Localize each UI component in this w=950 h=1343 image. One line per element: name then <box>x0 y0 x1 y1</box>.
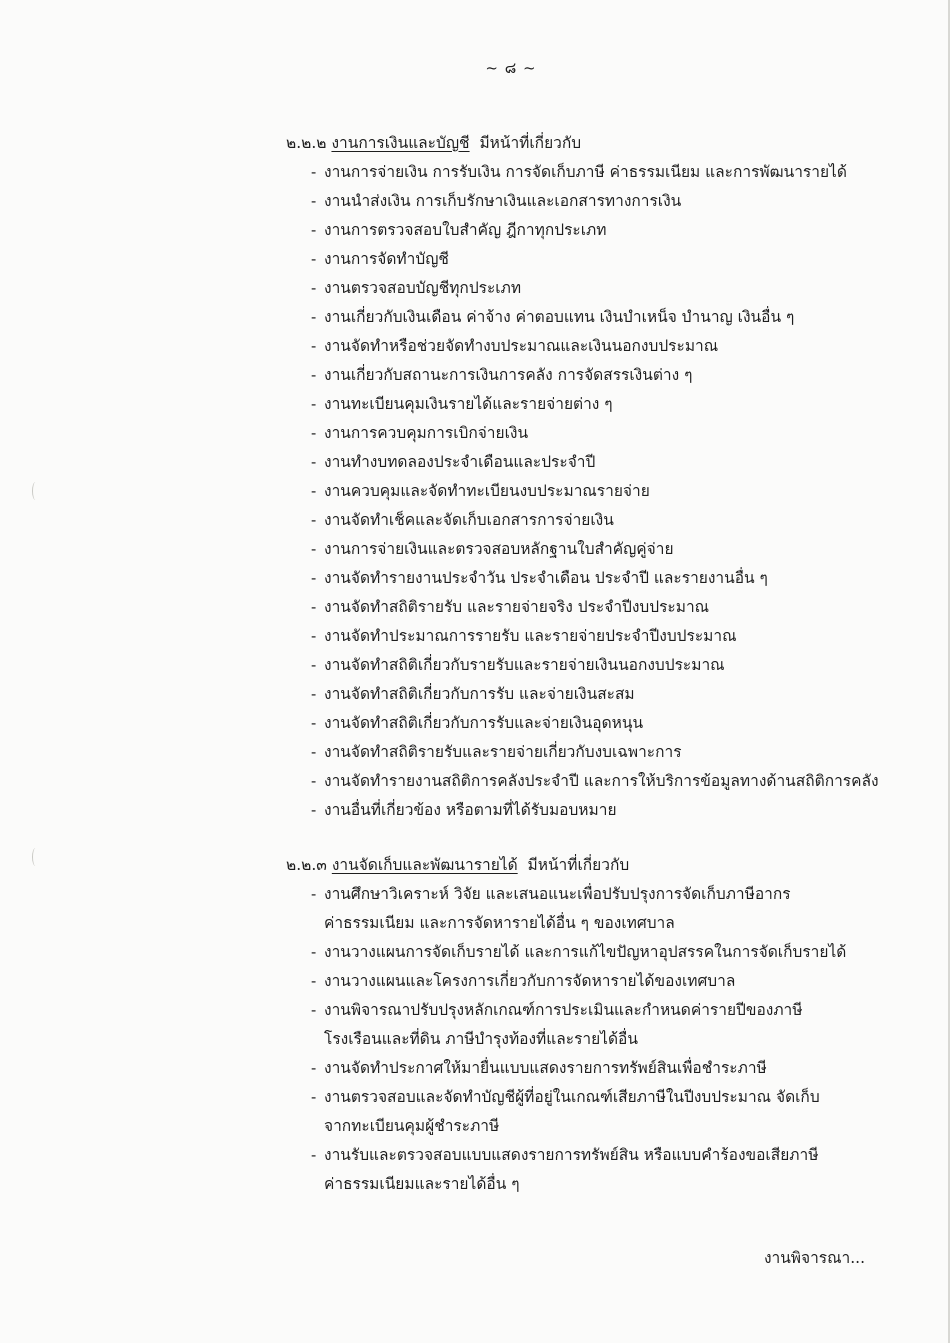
list-item-text: งานศึกษาวิเคราะห์ วิจัย และเสนอแนะเพื่อปรับปรุงการจัดเก็บภาษีอากร <box>324 885 791 903</box>
list-item-text: งานจัดทำประกาศให้มายื่นแบบแสดงรายการทรัพย์สินเพื่อชำระภาษี <box>324 1059 767 1077</box>
list-item-text: งานเกี่ยวกับสถานะการเงินการคลัง การจัดสรรเงินต่าง ๆ <box>324 366 693 384</box>
bullet-dash: - <box>311 598 317 616</box>
list-item <box>311 880 846 938</box>
list-item-text: งานจัดทำสถิติเกี่ยวกับรายรับและรายจ่ายเงินนอกงบประมาณ <box>324 656 725 674</box>
list-item <box>311 709 879 738</box>
duty-list <box>286 158 879 825</box>
bullet-dash: - <box>311 569 317 587</box>
list-item <box>311 361 879 390</box>
section-title: งานจัดเก็บและพัฒนารายได้ <box>331 856 518 874</box>
list-item <box>311 1054 846 1083</box>
list-item <box>311 967 846 996</box>
list-item <box>311 651 879 680</box>
section-number: ๒.๒.๒ <box>286 134 327 152</box>
list-item <box>311 535 879 564</box>
list-item-text: งานตรวจสอบบัญชีทุกประเภท <box>324 279 522 297</box>
bullet-dash: - <box>311 685 317 703</box>
bullet-dash: - <box>311 308 317 326</box>
bullet-dash: - <box>311 1059 317 1077</box>
list-item-text: โรงเรือนและที่ดิน ภาษีบำรุงท้องที่และรายได้อื่น <box>324 1030 638 1048</box>
list-item-text: งานทำงบทดลองประจำเดือนและประจำปี <box>324 453 596 471</box>
section-heading <box>286 851 846 880</box>
bullet-dash: - <box>311 221 317 239</box>
list-item-text: งานการตรวจสอบใบสำคัญ ฎีกาทุกประเภท <box>324 221 607 239</box>
bullet-dash: - <box>311 250 317 268</box>
bullet-dash: - <box>311 540 317 558</box>
list-item-text: งานทะเบียนคุมเงินรายได้และรายจ่ายต่าง ๆ <box>324 395 613 413</box>
list-item-text: งานจัดทำสถิติรายรับ และรายจ่ายจริง ประจำปีงบประมาณ <box>324 598 710 616</box>
bullet-dash: - <box>311 511 317 529</box>
list-item-text: งานจัดทำรายงานประจำวัน ประจำเดือน ประจำปี และรายงานอื่น ๆ <box>324 569 768 587</box>
list-item-text: งานเกี่ยวกับเงินเดือน ค่าจ้าง ค่าตอบแทน เงินบำเหน็จ บำนาญ เงินอื่น ๆ <box>324 308 795 326</box>
list-item-text: งานจัดทำรายงานสถิติการคลังประจำปี และการให้บริการข้อมูลทางด้านสถิติการคลัง <box>324 772 879 790</box>
list-item <box>311 767 879 796</box>
bullet-dash: - <box>311 972 317 990</box>
list-item <box>311 564 879 593</box>
list-item <box>311 506 879 535</box>
list-item-text: งานจัดทำเช็คและจัดเก็บเอกสารการจ่ายเงิน <box>324 511 614 529</box>
list-item <box>311 390 879 419</box>
list-item-text: งานการจ่ายเงินและตรวจสอบหลักฐานใบสำคัญคู่จ่าย <box>324 540 674 558</box>
list-item <box>311 593 879 622</box>
bullet-dash: - <box>311 714 317 732</box>
bullet-dash: - <box>311 1146 317 1164</box>
list-item-text: งานพิจารณาปรับปรุงหลักเกณฑ์การประเมินและกำหนดค่ารายปีของภาษี <box>324 1001 803 1019</box>
continued-text: งานพิจารณา... <box>763 1249 865 1267</box>
bullet-dash: - <box>311 1001 317 1019</box>
section-suffix: มีหน้าที่เกี่ยวกับ <box>527 856 630 874</box>
bullet-dash: - <box>311 772 317 790</box>
bullet-dash: - <box>311 482 317 500</box>
list-item <box>311 158 879 187</box>
list-item-text: งานจัดทำสถิติรายรับและรายจ่ายเกี่ยวกับงบเฉพาะการ <box>324 743 682 761</box>
section-finance-accounting <box>286 129 879 825</box>
list-item <box>311 332 879 361</box>
bullet-dash: - <box>311 656 317 674</box>
scan-mark <box>32 482 39 500</box>
page-number: ~ ๘ ~ <box>485 59 537 77</box>
list-item <box>311 245 879 274</box>
list-item <box>311 796 879 825</box>
list-item-text: ค่าธรรมเนียมและรายได้อื่น ๆ <box>324 1175 520 1193</box>
list-item-text: งานการจัดทำบัญชี <box>324 250 449 268</box>
list-item <box>311 448 879 477</box>
bullet-dash: - <box>311 395 317 413</box>
list-item-text: ค่าธรรมเนียม และการจัดหารายได้อื่น ๆ ของเทศบาล <box>324 914 675 932</box>
list-item-text: งานการจ่ายเงิน การรับเงิน การจัดเก็บภาษี ค่าธรรมเนียม และการพัฒนารายได้ <box>324 163 847 181</box>
list-item <box>311 274 879 303</box>
list-item-text: งานการควบคุมการเบิกจ่ายเงิน <box>324 424 529 442</box>
bullet-dash: - <box>311 366 317 384</box>
list-item <box>311 216 879 245</box>
bullet-dash: - <box>311 743 317 761</box>
bullet-dash: - <box>311 1088 317 1106</box>
bullet-dash: - <box>311 192 317 210</box>
list-item-text: งานอื่นที่เกี่ยวข้อง หรือตามที่ได้รับมอบหมาย <box>324 801 617 819</box>
bullet-dash: - <box>311 453 317 471</box>
bullet-dash: - <box>311 163 317 181</box>
list-item <box>311 187 879 216</box>
bullet-dash: - <box>311 424 317 442</box>
list-item-text: งานรับและตรวจสอบแบบแสดงรายการทรัพย์สิน หรือแบบคำร้องขอเสียภาษี <box>324 1146 819 1164</box>
list-item <box>311 1141 846 1199</box>
section-revenue-collection <box>286 851 846 1199</box>
list-item-text: งานนำส่งเงิน การเก็บรักษาเงินและเอกสารทางการเงิน <box>324 192 682 210</box>
duty-list <box>286 880 846 1199</box>
list-item <box>311 938 846 967</box>
bullet-dash: - <box>311 885 317 903</box>
bullet-dash: - <box>311 627 317 645</box>
list-item-text: งานวางแผนการจัดเก็บรายได้ และการแก้ไขปัญหาอุปสรรคในการจัดเก็บรายได้ <box>324 943 847 961</box>
list-item-text: งานตรวจสอบและจัดทำบัญชีผู้ที่อยู่ในเกณฑ์เสียภาษีในปีงบประมาณ จัดเก็บ <box>324 1088 820 1106</box>
scan-mark <box>32 848 39 866</box>
list-item <box>311 419 879 448</box>
list-item-text: งานควบคุมและจัดทำทะเบียนงบประมาณรายจ่าย <box>324 482 650 500</box>
list-item <box>311 622 879 651</box>
bullet-dash: - <box>311 337 317 355</box>
list-item <box>311 738 879 767</box>
bullet-dash: - <box>311 279 317 297</box>
section-suffix: มีหน้าที่เกี่ยวกับ <box>479 134 582 152</box>
section-heading <box>286 129 879 158</box>
list-item-text: จากทะเบียนคุมผู้ชำระภาษี <box>324 1117 500 1135</box>
list-item <box>311 1083 846 1141</box>
list-item <box>311 477 879 506</box>
list-item <box>311 680 879 709</box>
bullet-dash: - <box>311 943 317 961</box>
bullet-dash: - <box>311 801 317 819</box>
list-item-text: งานจัดทำสถิติเกี่ยวกับการรับและจ่ายเงินอุดหนุน <box>324 714 644 732</box>
list-item-text: งานจัดทำหรือช่วยจัดทำงบประมาณและเงินนอกงบประมาณ <box>324 337 719 355</box>
list-item-text: งานจัดทำประมาณการรายรับ และรายจ่ายประจำปีงบประมาณ <box>324 627 737 645</box>
list-item-text: งานจัดทำสถิติเกี่ยวกับการรับ และจ่ายเงินสะสม <box>324 685 635 703</box>
list-item-text: งานวางแผนและโครงการเกี่ยวกับการจัดหารายได้ของเทศบาล <box>324 972 736 990</box>
list-item <box>311 303 879 332</box>
list-item <box>311 996 846 1054</box>
section-title: งานการเงินและบัญชี <box>331 134 470 152</box>
section-number: ๒.๒.๓ <box>286 856 327 874</box>
